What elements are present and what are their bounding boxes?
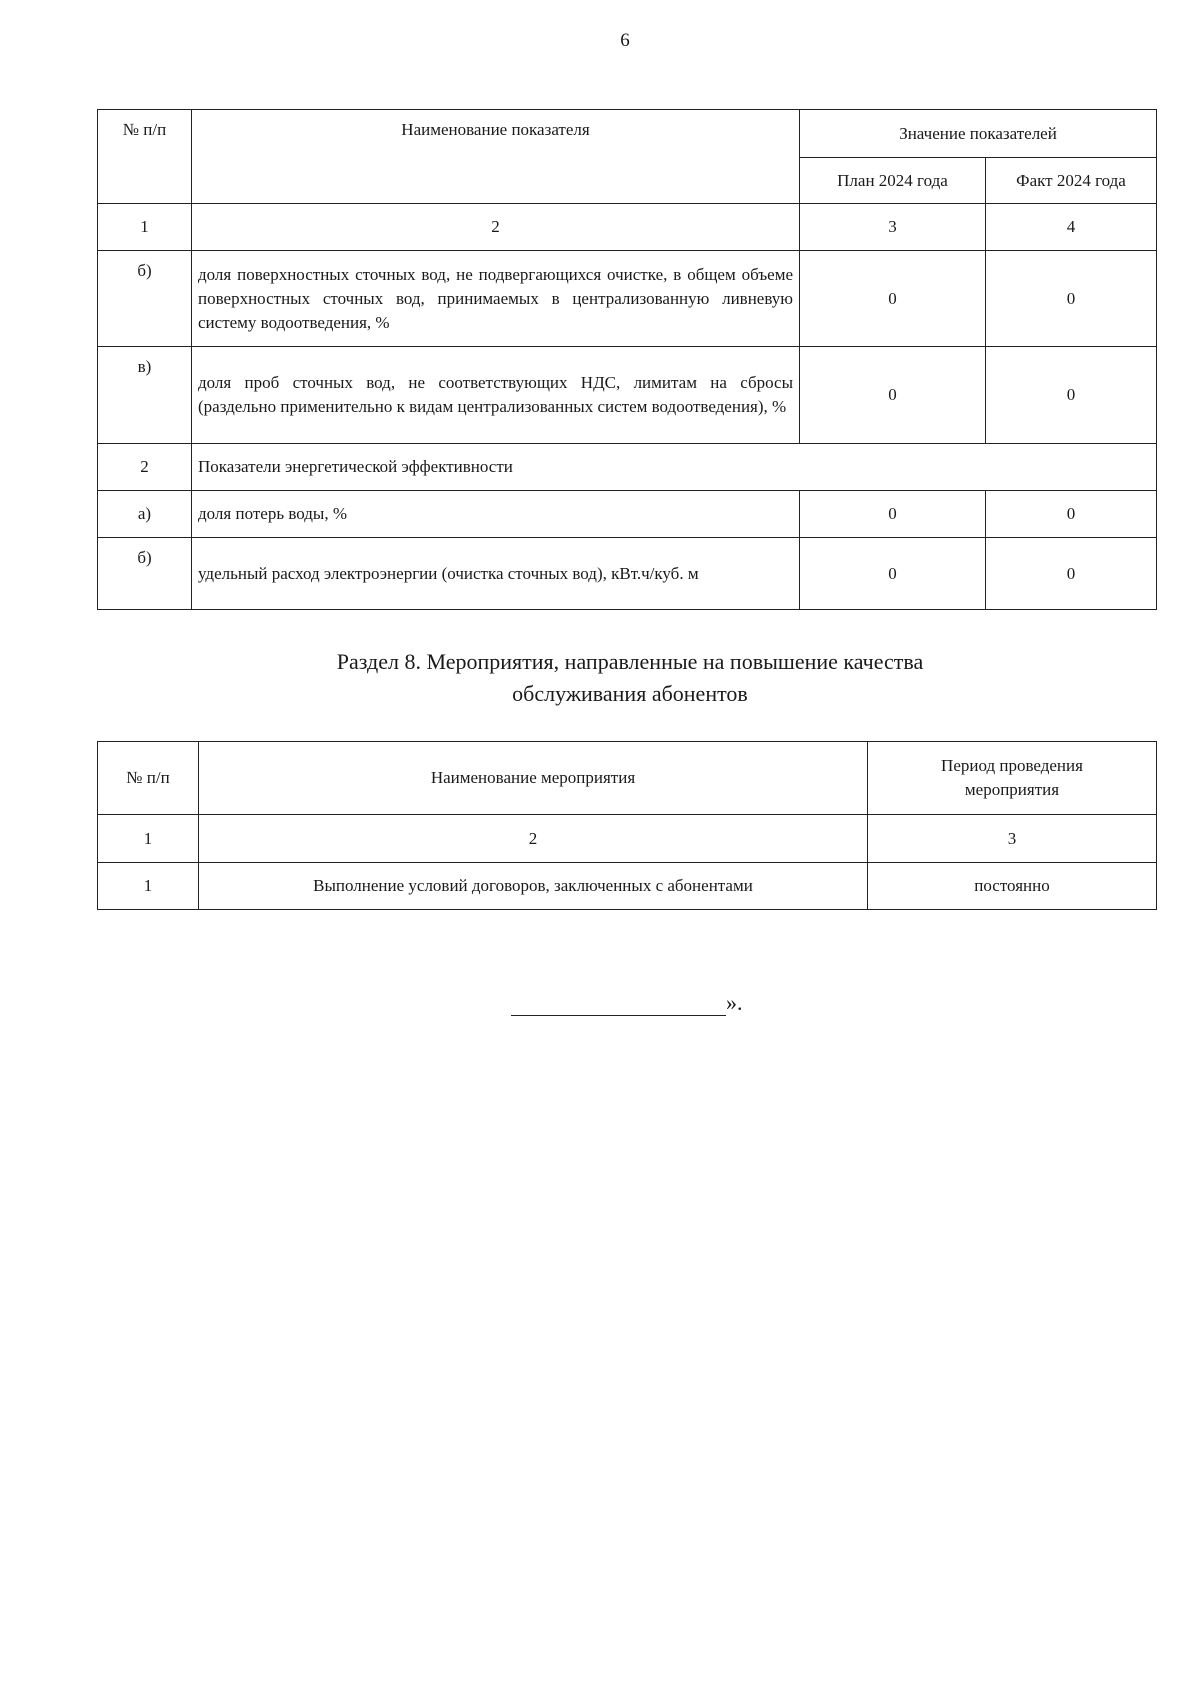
row-fact-value: 0 bbox=[986, 347, 1157, 444]
signature-line bbox=[511, 991, 726, 1016]
row-indicator-name: удельный расход электроэнергии (очистка сточных вод), кВт.ч/куб. м bbox=[192, 538, 800, 610]
table-row bbox=[98, 491, 1157, 538]
header-indicator-name: Наименование показателя bbox=[192, 110, 800, 204]
table1-column-numbers-row bbox=[98, 204, 1157, 251]
table-section-row bbox=[98, 444, 1157, 491]
row-plan-value: 0 bbox=[800, 491, 986, 538]
header-period: Период проведения мероприятия bbox=[868, 742, 1157, 815]
section-title-line: Раздел 8. Мероприятия, направленные на повышение качества bbox=[336, 649, 924, 674]
header-fact: Факт 2024 года bbox=[986, 158, 1157, 204]
section-title-line: обслуживания абонентов bbox=[512, 681, 748, 706]
col-number: 4 bbox=[986, 204, 1157, 251]
table2-column-numbers-row bbox=[98, 815, 1157, 863]
indicators-table bbox=[97, 109, 1157, 610]
table-row bbox=[98, 863, 1157, 910]
col-number: 1 bbox=[98, 815, 199, 863]
section-name: Показатели энергетической эффективности bbox=[192, 444, 1157, 491]
row-fact-value: 0 bbox=[986, 251, 1157, 347]
closing-quote: ». bbox=[726, 990, 743, 1015]
row-num: а) bbox=[98, 491, 192, 538]
col-number: 2 bbox=[192, 204, 800, 251]
col-number: 3 bbox=[868, 815, 1157, 863]
row-indicator-name: доля поверхностных сточных вод, не подвергающихся очистке, в общем объеме поверхностных сточных вод, принимаемых в централизованную ливневую систему водоотведения, % bbox=[192, 251, 800, 347]
col-number: 2 bbox=[199, 815, 868, 863]
header-measure-name: Наименование мероприятия bbox=[199, 742, 868, 815]
table-row bbox=[98, 538, 1157, 610]
col-number: 1 bbox=[98, 204, 192, 251]
measures-table bbox=[97, 741, 1157, 910]
header-num: № п/п bbox=[98, 742, 199, 815]
row-num: 1 bbox=[98, 863, 199, 910]
closing-mark bbox=[511, 990, 743, 1018]
header-indicator-values: Значение показателей bbox=[800, 110, 1157, 158]
table2-header-row bbox=[98, 742, 1157, 815]
section-8-title bbox=[230, 646, 1030, 710]
page-number: 6 bbox=[620, 30, 630, 51]
header-num: № п/п bbox=[98, 110, 192, 204]
table-row bbox=[98, 347, 1157, 444]
table1-header-row bbox=[98, 110, 1157, 158]
row-plan-value: 0 bbox=[800, 251, 986, 347]
row-num: в) bbox=[98, 347, 192, 444]
row-fact-value: 0 bbox=[986, 538, 1157, 610]
section-num: 2 bbox=[98, 444, 192, 491]
row-fact-value: 0 bbox=[986, 491, 1157, 538]
row-plan-value: 0 bbox=[800, 347, 986, 444]
row-num: б) bbox=[98, 538, 192, 610]
row-indicator-name: доля потерь воды, % bbox=[192, 491, 800, 538]
table-row bbox=[98, 251, 1157, 347]
row-period: постоянно bbox=[868, 863, 1157, 910]
header-plan: План 2024 года bbox=[800, 158, 986, 204]
row-plan-value: 0 bbox=[800, 538, 986, 610]
row-num: б) bbox=[98, 251, 192, 347]
row-measure-name: Выполнение условий договоров, заключенных с абонентами bbox=[199, 863, 868, 910]
row-indicator-name: доля проб сточных вод, не соответствующих НДС, лимитам на сбросы (раздельно применительно к видам централизованных систем водоотведения), % bbox=[192, 347, 800, 444]
col-number: 3 bbox=[800, 204, 986, 251]
